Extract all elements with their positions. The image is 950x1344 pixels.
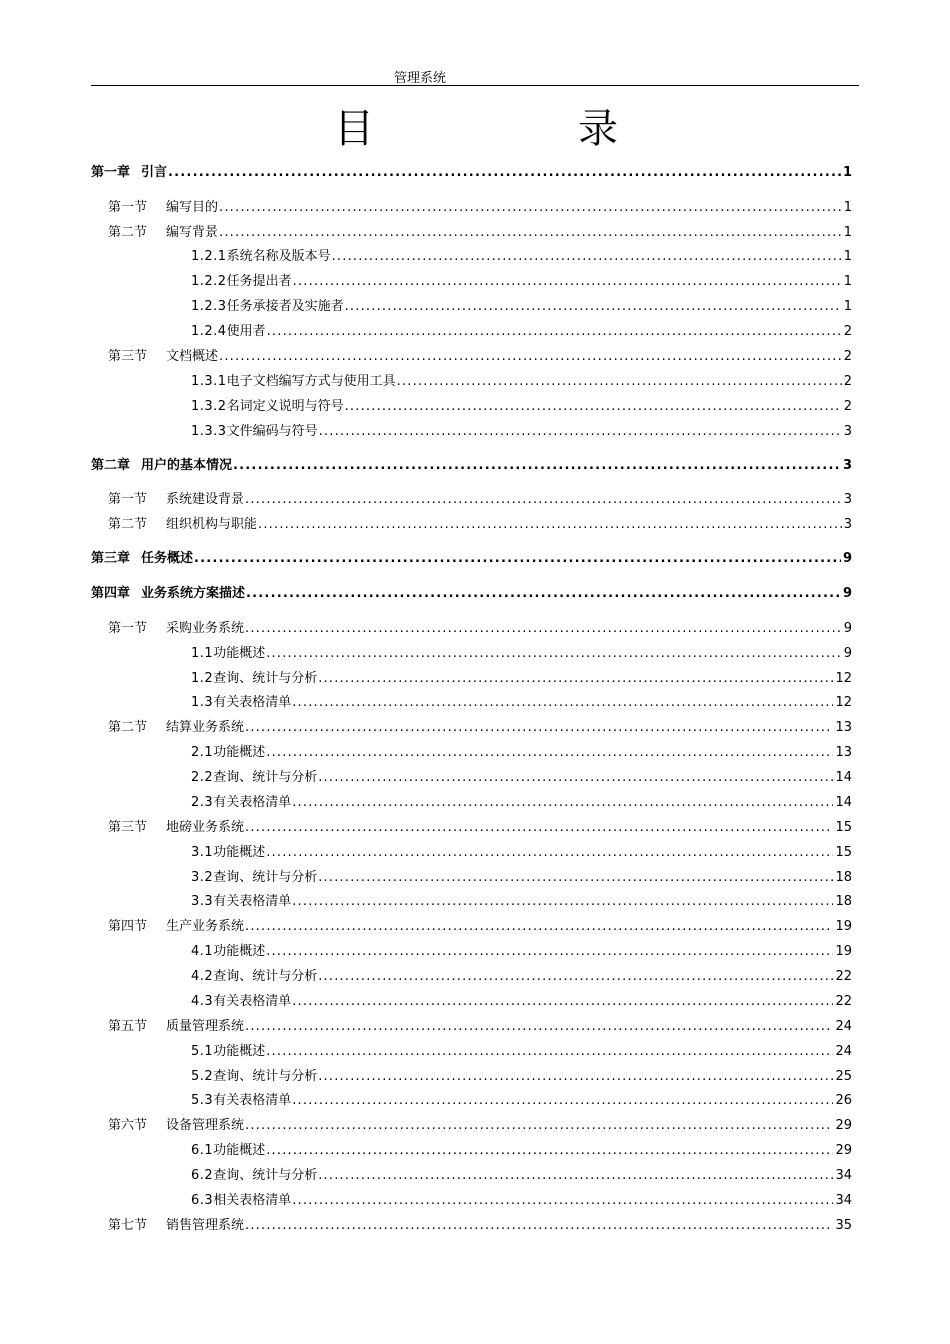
toc-entry-label: 编写目的 [166,200,219,215]
toc-entry-sub[interactable] [191,769,852,787]
toc-leader-dots [245,918,833,936]
toc-entry-sub[interactable] [191,893,852,911]
toc-leader-dots [219,224,842,242]
toc-leader-dots [318,769,833,787]
toc-entry-sub[interactable] [191,1068,852,1086]
toc-entry-label: 文件编码与符号 [226,424,318,439]
toc-entry-page-number: 9 [843,621,852,636]
toc-leader-dots [292,694,833,712]
toc-leader-dots [318,869,833,887]
toc-entry-label: 任务提出者 [226,274,292,289]
toc-entry-label: 业务系统方案描述 [141,586,246,601]
toc-entry-label: 功能概述 [213,1143,266,1158]
toc-entry-number: 1.3 [191,695,214,710]
toc-entry-page-number: 3 [843,492,852,507]
toc-title-left-char: 目 [334,106,374,152]
toc-entry-label: 设备管理系统 [166,1118,245,1133]
toc-entry-sub[interactable] [191,1043,852,1061]
toc-leader-dots [292,1192,833,1210]
toc-entry-label: 销售管理系统 [166,1218,245,1233]
toc-entry-section[interactable] [108,199,852,217]
toc-entry-number: 1.1 [191,646,214,661]
toc-entry-number: 第二章 [91,458,131,473]
toc-entry-label: 结算业务系统 [166,720,245,735]
toc-entry-sub[interactable] [191,645,852,663]
toc-entry-number: 4.1 [191,944,214,959]
toc-entry-label: 名词定义说明与符号 [226,399,344,414]
toc-entry-label: 任务承接者及实施者 [226,299,344,314]
toc-leader-dots [292,993,833,1011]
toc-entry-number: 第四节 [108,919,148,934]
toc-leader-dots [293,273,842,291]
toc-entry-page-number: 18 [835,870,852,885]
toc-leader-dots [266,1043,833,1061]
toc-entry-page-number: 9 [843,646,852,661]
toc-entry-page-number: 9 [842,586,852,601]
toc-entry-label: 查询、统计与分析 [213,870,318,885]
toc-entry-label: 有关表格清单 [213,994,292,1009]
toc-entry-page-number: 35 [835,1218,852,1233]
toc-leader-dots [332,248,842,266]
toc-entry-sub[interactable] [191,1142,852,1160]
toc-entry-label: 有关表格清单 [213,695,292,710]
toc-entry-page-number: 22 [835,969,852,984]
toc-entry-label: 用户的基本情况 [141,458,233,473]
toc-entry-section[interactable] [108,348,852,366]
toc-entry-label: 相关表格清单 [213,1193,292,1208]
toc-entry-number: 5.1 [191,1044,214,1059]
header-rule [91,85,859,86]
toc-entry-section[interactable] [108,719,852,737]
toc-entry-label: 文档概述 [166,349,219,364]
toc-entry-page-number: 12 [835,695,852,710]
toc-entry-page-number: 2 [843,374,852,389]
toc-leader-dots [245,1018,833,1036]
toc-entry-page-number: 1 [843,225,852,240]
toc-entry-label: 地磅业务系统 [166,820,245,835]
toc-entry-label: 功能概述 [213,845,266,860]
toc-leader-dots [319,423,842,441]
toc-entry-number: 2.1 [191,745,214,760]
toc-entry-label: 查询、统计与分析 [213,1069,318,1084]
toc-title-right-char: 录 [578,106,618,152]
toc-leader-dots [194,550,841,568]
toc-leader-dots [292,1092,833,1110]
toc-entry-number: 2.2 [191,770,214,785]
toc-entry-page-number: 9 [842,551,852,566]
toc-entry-label: 功能概述 [213,646,266,661]
toc-entry-sub[interactable] [191,1167,852,1185]
toc-entry-page-number: 2 [843,399,852,414]
toc-entry-label: 查询、统计与分析 [213,671,318,686]
toc-entry-page-number: 25 [835,1069,852,1084]
toc-entry-page-number: 1 [843,249,852,264]
toc-entry-page-number: 22 [835,994,852,1009]
toc-entry-number: 第一节 [108,492,148,507]
toc-entry-page-number: 1 [843,200,852,215]
toc-leader-dots [258,516,842,534]
toc-leader-dots [219,348,842,366]
toc-entry-sub[interactable] [191,993,852,1011]
toc-leader-dots [345,298,842,316]
toc-leader-dots [266,645,842,663]
toc-leader-dots [266,1142,833,1160]
toc-entry-label: 系统名称及版本号 [226,249,331,264]
toc-entry-number: 4.3 [191,994,214,1009]
toc-entry-sub[interactable] [191,1092,852,1110]
toc-entry-label: 有关表格清单 [213,894,292,909]
toc-entry-number: 1.2.3 [191,299,227,314]
toc-entry-number: 第一章 [91,165,131,180]
running-header: 管理系统 [394,71,447,86]
toc-leader-dots [292,794,833,812]
toc-entry-section[interactable] [108,491,852,509]
toc-entry-number: 第一节 [108,200,148,215]
toc-entry-label: 有关表格清单 [213,1093,292,1108]
toc-entry-page-number: 19 [835,944,852,959]
toc-entry-sub[interactable] [191,869,852,887]
toc-leader-dots [168,164,841,182]
toc-entry-chapter[interactable] [91,550,852,568]
toc-entry-number: 1.2.4 [191,324,227,339]
toc-entry-number: 第二节 [108,720,148,735]
toc-entry-page-number: 18 [835,894,852,909]
toc-leader-dots [233,457,841,475]
toc-entry-number: 6.1 [191,1143,214,1158]
toc-entry-page-number: 1 [842,165,852,180]
toc-entry-page-number: 29 [835,1143,852,1158]
toc-entry-number: 3.2 [191,870,214,885]
toc-entry-number: 1.2.1 [191,249,227,264]
toc-entry-page-number: 34 [835,1168,852,1183]
toc-entry-page-number: 14 [835,770,852,785]
toc-leader-dots [246,585,841,603]
toc-entry-page-number: 26 [835,1093,852,1108]
toc-entry-number: 第五节 [108,1019,148,1034]
toc-leader-dots [245,1117,833,1135]
toc-entry-label: 功能概述 [213,944,266,959]
toc-entry-number: 3.1 [191,845,214,860]
toc-entry-section[interactable] [108,918,852,936]
toc-leader-dots [318,1068,833,1086]
toc-entry-number: 1.3.3 [191,424,227,439]
toc-entry-label: 任务概述 [141,551,194,566]
toc-entry-page-number: 15 [835,820,852,835]
toc-entry-label: 查询、统计与分析 [213,770,318,785]
toc-entry-sub[interactable] [191,323,852,341]
toc-entry-page-number: 13 [835,720,852,735]
toc-entry-section[interactable] [108,620,852,638]
toc-entry-label: 使用者 [226,324,266,339]
toc-leader-dots [245,491,842,509]
toc-entry-label: 编写背景 [166,225,219,240]
toc-leader-dots [245,719,833,737]
toc-title [0,104,950,154]
toc-leader-dots [345,398,842,416]
toc-entry-label: 查询、统计与分析 [213,1168,318,1183]
toc-entry-number: 1.2 [191,671,214,686]
toc-entry-number: 4.2 [191,969,214,984]
toc-leader-dots [318,968,833,986]
toc-entry-label: 引言 [141,165,168,180]
toc-entry-page-number: 3 [843,517,852,532]
toc-entry-number: 1.3.2 [191,399,227,414]
toc-entry-label: 电子文档编写方式与使用工具 [226,374,396,389]
toc-entry-sub[interactable] [191,273,852,291]
toc-entry-page-number: 13 [835,745,852,760]
toc-leader-dots [397,373,842,391]
toc-leader-dots [245,1217,833,1235]
toc-entry-number: 5.2 [191,1069,214,1084]
toc-leader-dots [219,199,842,217]
toc-entry-chapter[interactable] [91,585,852,603]
toc-leader-dots [245,620,842,638]
toc-entry-number: 第七节 [108,1218,148,1233]
toc-entry-section[interactable] [108,819,852,837]
toc-entry-number: 2.3 [191,795,214,810]
toc-entry-number: 第六节 [108,1118,148,1133]
toc-entry-number: 第三节 [108,820,148,835]
toc-entry-sub[interactable] [191,298,852,316]
toc-entry-sub[interactable] [191,943,852,961]
toc-entry-label: 查询、统计与分析 [213,969,318,984]
toc-entry-number: 第三节 [108,349,148,364]
toc-leader-dots [245,819,833,837]
toc-leader-dots [266,943,833,961]
toc-entry-number: 3.3 [191,894,214,909]
toc-entry-page-number: 3 [843,424,852,439]
toc-entry-section[interactable] [108,1018,852,1036]
toc-leader-dots [318,670,833,688]
toc-entry-sub[interactable] [191,398,852,416]
toc-entry-page-number: 24 [835,1019,852,1034]
toc-entry-label: 质量管理系统 [166,1019,245,1034]
toc-entry-sub[interactable] [191,694,852,712]
toc-entry-page-number: 15 [835,845,852,860]
toc-entry-number: 6.2 [191,1168,214,1183]
toc-entry-sub[interactable] [191,670,852,688]
toc-entry-chapter[interactable] [91,164,852,182]
toc-entry-sub[interactable] [191,248,852,266]
toc-entry-sub[interactable] [191,968,852,986]
toc-entry-label: 有关表格清单 [213,795,292,810]
toc-entry-section[interactable] [108,224,852,242]
toc-entry-page-number: 2 [843,349,852,364]
toc-entry-sub[interactable] [191,744,852,762]
toc-entry-section[interactable] [108,1117,852,1135]
toc-leader-dots [292,893,833,911]
toc-leader-dots [266,844,833,862]
toc-entry-page-number: 24 [835,1044,852,1059]
toc-entry-number: 5.3 [191,1093,214,1108]
toc-entry-sub[interactable] [191,373,852,391]
toc-entry-label: 系统建设背景 [166,492,245,507]
toc-entry-label: 功能概述 [213,1044,266,1059]
toc-entry-page-number: 1 [843,299,852,314]
toc-entry-number: 第二节 [108,517,148,532]
toc-entry-page-number: 3 [842,458,852,473]
toc-entry-number: 第二节 [108,225,148,240]
toc-entry-sub[interactable] [191,844,852,862]
toc-entry-number: 第一节 [108,621,148,636]
toc-entry-label: 组织机构与职能 [166,517,258,532]
toc-entry-number: 6.3 [191,1193,214,1208]
toc-entry-number: 1.3.1 [191,374,227,389]
toc-entry-page-number: 34 [835,1193,852,1208]
toc-entry-sub[interactable] [191,1192,852,1210]
toc-entry-page-number: 12 [835,671,852,686]
toc-entry-page-number: 2 [843,324,852,339]
toc-leader-dots [318,1167,833,1185]
toc-leader-dots [266,744,833,762]
toc-entry-page-number: 14 [835,795,852,810]
toc-entry-label: 功能概述 [213,745,266,760]
toc-entry-section[interactable] [108,516,852,534]
toc-entry-section[interactable] [108,1217,852,1235]
toc-entry-label: 生产业务系统 [166,919,245,934]
toc-entry-chapter[interactable] [91,457,852,475]
toc-leader-dots [267,323,842,341]
toc-entry-page-number: 29 [835,1118,852,1133]
toc-entry-label: 采购业务系统 [166,621,245,636]
toc-entry-page-number: 19 [835,919,852,934]
toc-entry-sub[interactable] [191,423,852,441]
toc-entry-number: 1.2.2 [191,274,227,289]
toc-entry-number: 第四章 [91,586,131,601]
toc-entry-page-number: 1 [843,274,852,289]
toc-entry-sub[interactable] [191,794,852,812]
toc-entry-number: 第三章 [91,551,131,566]
